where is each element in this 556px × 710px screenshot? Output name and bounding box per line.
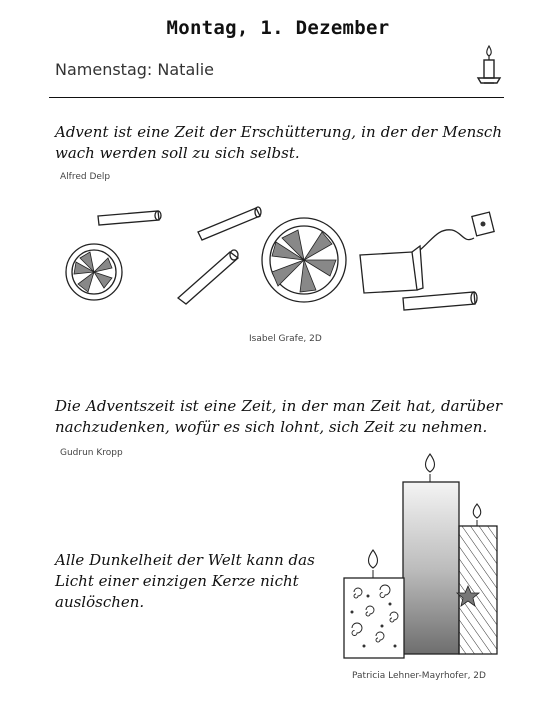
quote-text: Alle Dunkelheit der Welt kann das Licht einer einzigen Kerze nicht auslöschen. bbox=[55, 551, 315, 611]
page-title: Montag, 1. Dezember bbox=[166, 17, 390, 39]
quote-author: Gudrun Kropp bbox=[60, 448, 123, 458]
illustration-credit: Isabel Grafe, 2D bbox=[249, 334, 322, 344]
candles-drawing bbox=[340, 450, 510, 660]
quote-text: Die Adventszeit ist eine Zeit, in der man Zeit hat, darüber nachzudenken, wofür es sich lohnt, sich Zeit zu nehmen. bbox=[55, 397, 502, 436]
cinnamon-orange-tea-drawing bbox=[60, 200, 500, 320]
nameday-label: Namenstag: Natalie bbox=[55, 60, 214, 79]
candle-icon bbox=[474, 44, 504, 90]
quote-text: Advent ist eine Zeit der Erschütterung, in der der Mensch wach werden soll zu sich selbst. bbox=[55, 123, 502, 162]
illustration-credit: Patricia Lehner-Mayrhofer, 2D bbox=[352, 671, 486, 681]
quote-author: Alfred Delp bbox=[60, 172, 111, 182]
header-divider bbox=[49, 97, 504, 98]
